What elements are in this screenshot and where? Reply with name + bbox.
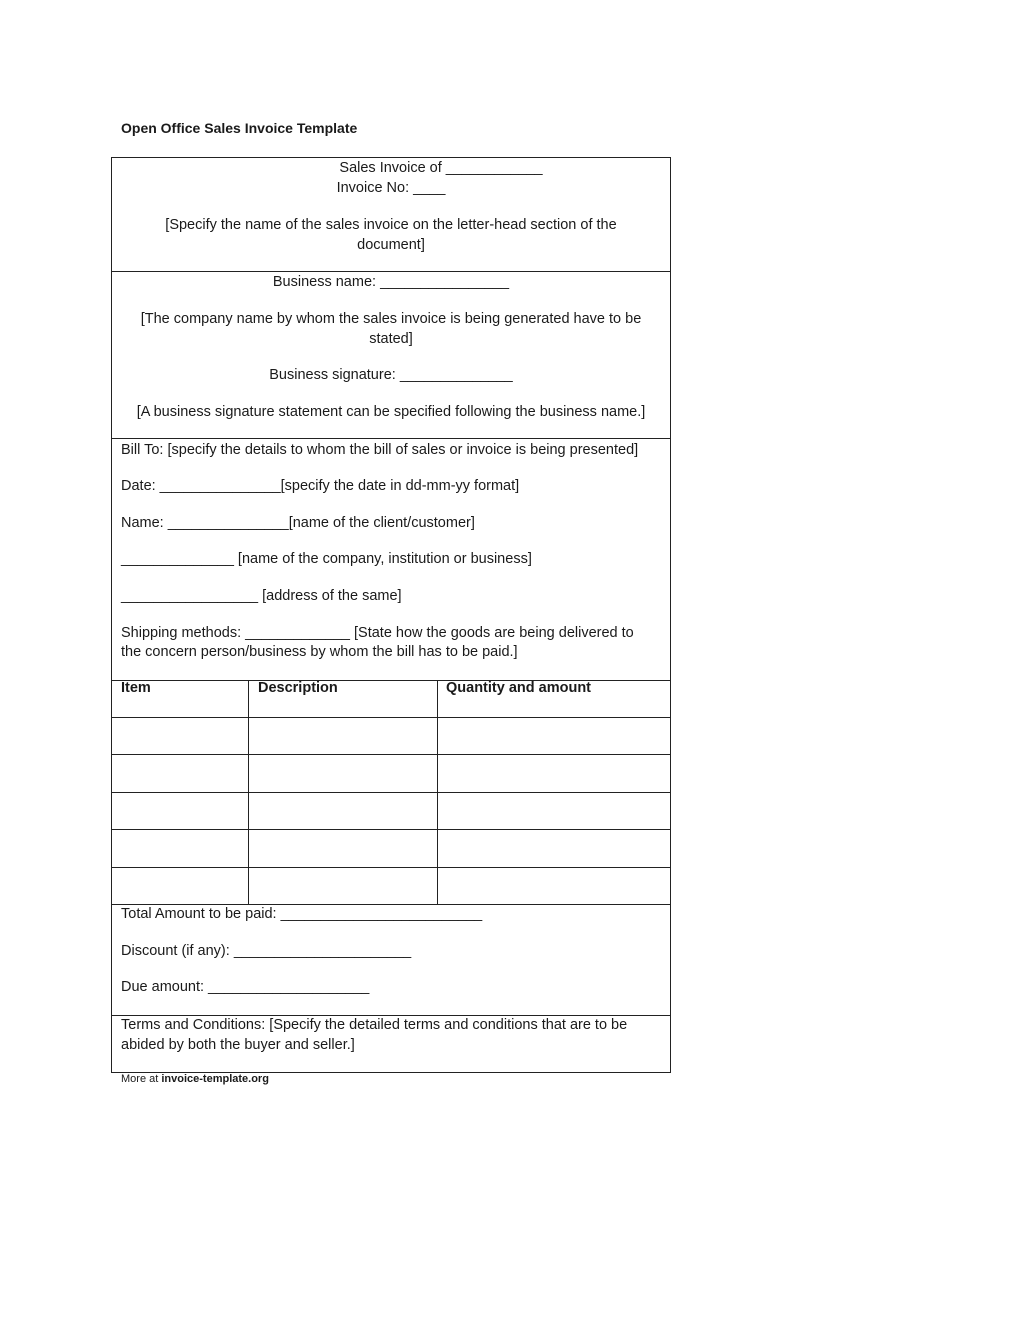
total-amount-line: Total Amount to be paid: _________________________ [121,906,483,922]
sales-invoice-of-label: Sales Invoice of ____________ [339,160,543,176]
divider [112,438,670,439]
bill-to-intro: Bill To: [specify the details to whom the bill of sales or invoice is being presented] [121,442,639,458]
due-amount-line: Due amount: ____________________ [121,979,370,995]
table-row-border [112,867,670,868]
invoice-form [111,157,671,1073]
document-title: Open Office Sales Invoice Template [121,120,358,136]
header-note-line2: document] [357,237,425,253]
footer-prefix: More at [121,1073,162,1085]
table-header-item: Item [121,680,151,696]
address-line: _________________ [address of the same] [121,588,402,604]
footer-site-link: invoice-template.org [161,1073,269,1085]
company-line: ______________ [name of the company, institution or business] [121,551,532,567]
table-row-border [112,792,670,793]
shipping-line1: Shipping methods: _____________ [State how the goods are being delivered to [121,625,634,641]
header-note-line1: [Specify the name of the sales invoice on the letter-head section of the [165,217,617,233]
client-name-line: Name: _______________[name of the client/customer] [121,515,475,531]
business-signature-note: [A business signature statement can be specified following the business name.] [136,404,646,420]
terms-line2: abided by both the buyer and seller.] [121,1037,355,1053]
invoice-number-label: Invoice No: ____ [336,180,446,196]
terms-line1: Terms and Conditions: [Specify the detailed terms and conditions that are to be [121,1017,628,1033]
table-row-border [112,754,670,755]
date-line: Date: _______________[specify the date in dd-mm-yy format] [121,478,520,494]
discount-line: Discount (if any): ______________________ [121,943,412,959]
footer-credit [121,1073,269,1085]
table-column-divider [437,680,438,904]
table-column-divider [248,680,249,904]
shipping-line2: the concern person/business by whom the bill has to be paid.] [121,644,518,660]
business-signature-label: Business signature: ______________ [269,367,513,383]
table-row-border [112,829,670,830]
business-name-note-line2: stated] [369,331,413,347]
table-header-quantity: Quantity and amount [446,680,591,696]
table-row-border [112,717,670,718]
business-name-label: Business name: ________________ [272,274,510,290]
table-header-description: Description [258,680,338,696]
business-name-note-line1: [The company name by whom the sales invoice is being generated have to be [140,311,642,327]
